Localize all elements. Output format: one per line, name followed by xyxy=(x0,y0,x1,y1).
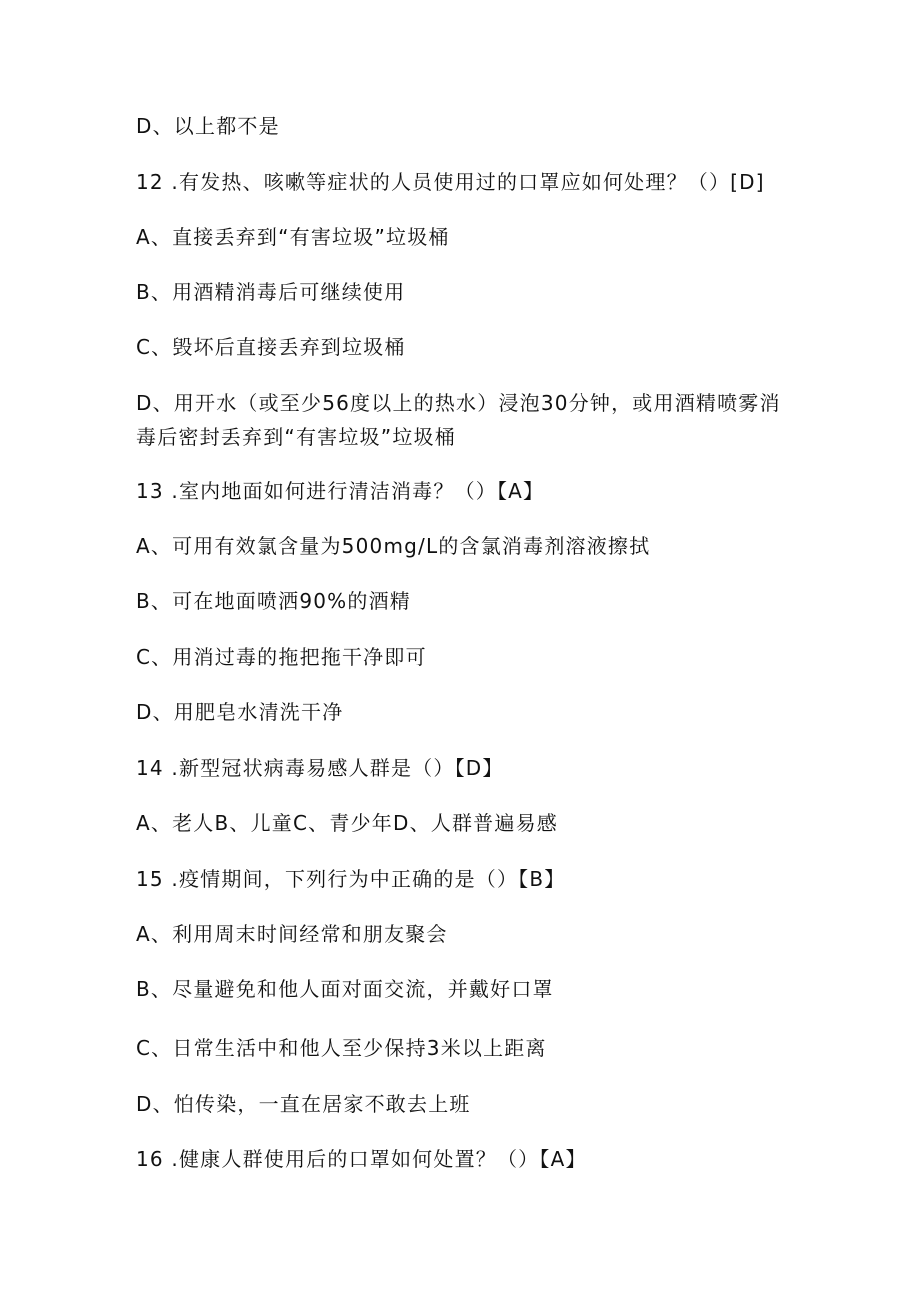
option-c-q12: C、毁坏后直接丢弃到垃圾桶 xyxy=(136,335,406,359)
option-a-q13: A、可用有效氯含量为500mg/L的含氯消毒剂溶液擦拭 xyxy=(136,534,651,558)
question-13: 13 .室内地面如何进行清洁消毒？（）【A】 xyxy=(136,479,545,503)
option-b-q13: B、可在地面喷洒90%的酒精 xyxy=(136,589,411,613)
question-14: 14 .新型冠状病毒易感人群是（）【D】 xyxy=(136,756,504,780)
question-15: 15 .疫情期间，下列行为中正确的是（）【B】 xyxy=(136,867,566,891)
question-16: 16 .健康人群使用后的口罩如何处置？（）【A】 xyxy=(136,1147,587,1171)
option-a-q12: A、直接丢弃到“有害垃圾”垃圾桶 xyxy=(136,225,450,249)
option-d-q12: D、用开水（或至少56度以上的热水）浸泡30分钟，或用酒精喷雾消毒后密封丢弃到“有害垃圾”垃圾桶 xyxy=(136,391,781,449)
option-c-q13: C、用消过毒的拖把拖干净即可 xyxy=(136,645,427,669)
option-d-q11: D、以上都不是 xyxy=(136,114,280,138)
question-12: 12 .有发热、咳嗽等症状的人员使用过的口罩应如何处理？（）[D] xyxy=(136,170,765,194)
option-b-q15: B、尽量避免和他人面对面交流，并戴好口罩 xyxy=(136,977,554,1001)
option-c-q15: C、日常生活中和他人至少保持3米以上距离 xyxy=(136,1036,547,1060)
option-d-q15: D、怕传染，一直在居家不敢去上班 xyxy=(136,1092,471,1116)
option-a-q15: A、利用周末时间经常和朋友聚会 xyxy=(136,922,448,946)
option-q14: A、老人B、儿童C、青少年D、人群普遍易感 xyxy=(136,811,558,835)
option-b-q12: B、用酒精消毒后可继续使用 xyxy=(136,280,406,304)
option-d-q13: D、用肥皂水清洗干净 xyxy=(136,700,344,724)
